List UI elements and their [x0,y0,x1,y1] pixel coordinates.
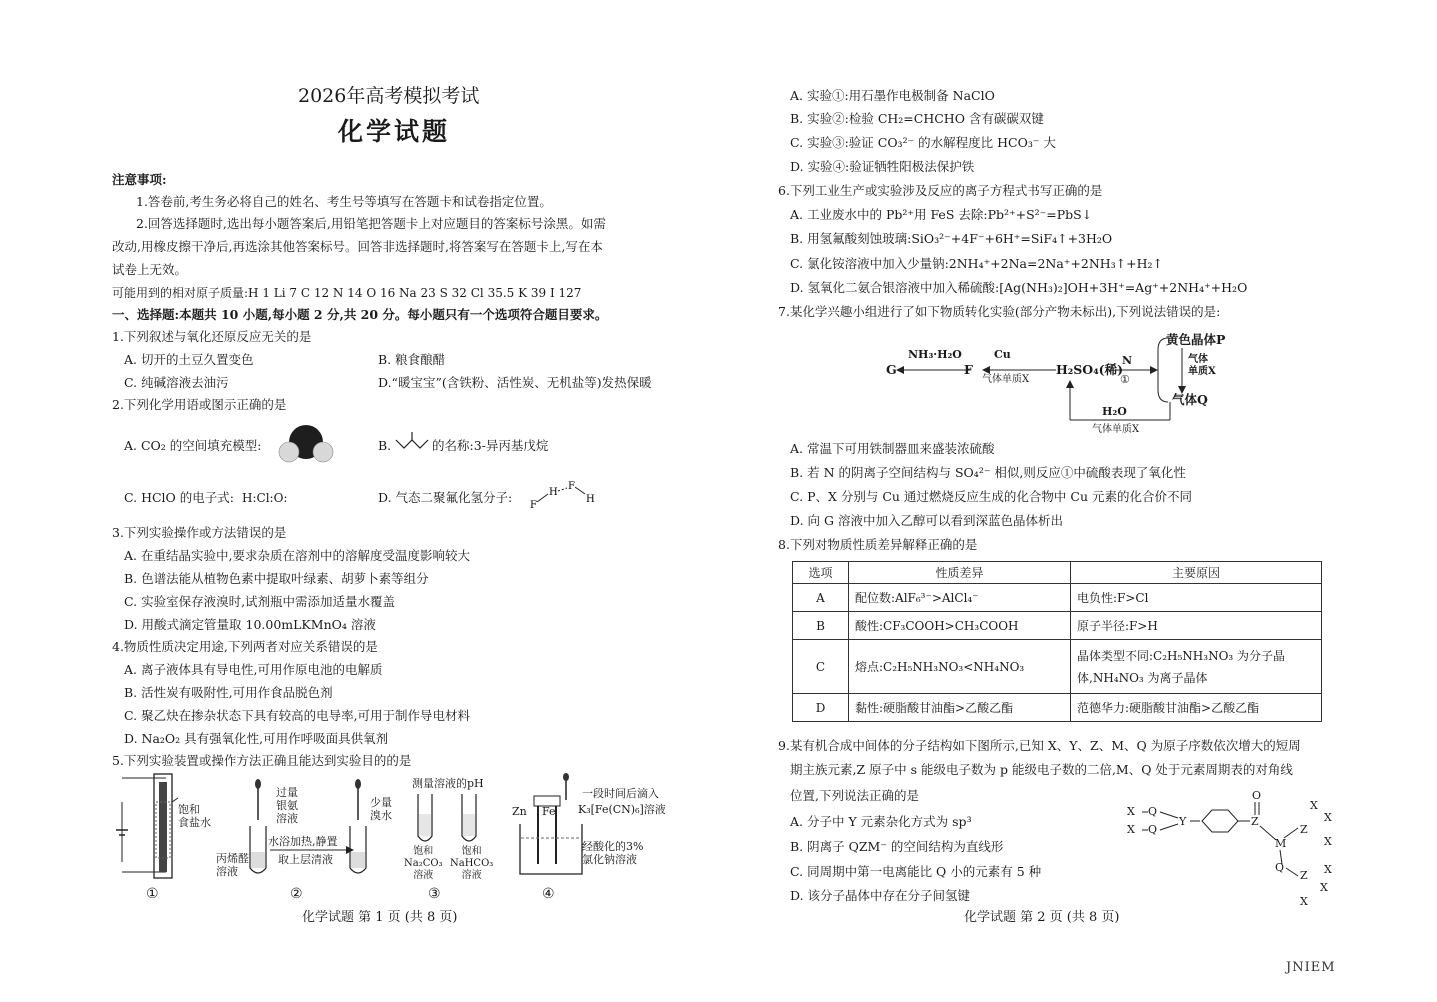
page-footer-2: 化学试题 第 2 页 (共 8 页) [964,910,1120,925]
molecule-atom-z: Z [1300,823,1308,836]
table-cell: 原子半径:F>H [1071,612,1322,640]
q7-node-h2so4: H₂SO₄(稀) [1056,362,1124,377]
table-header: 选项 [793,562,849,584]
co2-space-filling-model [276,422,336,466]
table-cell: 晶体类型不同:C₂H₅NH₃NO₃ 为分子晶体,NH₄NO₃ 为离子晶体 [1071,640,1322,694]
table-cell: D [793,694,849,722]
q4-option-b: B. 活性炭有吸附性,可用作食品脱色剂 [124,685,333,700]
q3-option-d: D. 用酸式滴定管量取 10.00mLKMnO₄ 溶液 [124,617,376,632]
skeletal-formula-icon [394,430,430,454]
table-cell: 熔点:C₂H₅NH₃NO₃<NH₄NO₃ [849,640,1071,694]
q6-option-a: A. 工业废水中的 Pb²⁺用 FeS 去除:Pb²⁺+S²⁻=PbS↓ [790,207,1093,222]
molecule-atom-x: X [1310,799,1318,812]
right-page [720,0,1437,1002]
q7-reagent-h2o: H₂O [1102,405,1127,418]
notice-2a: 2.回答选择题时,选出每小题答案后,用铅笔把答题卡上对应题目的答案标号涂黑。如需 [136,216,606,231]
molecule-atom-q: Q [1148,805,1158,818]
q7-stem: 7.某化学兴趣小组进行了如下物质转化实验(部分产物未标出),下列说法错误的是: [778,304,1221,319]
table-row [793,694,1322,722]
q5-option-d: D. 实验④:验证牺牲阳极法保护铁 [790,159,975,174]
q2-option-b-prefix: B. [378,438,392,453]
notice-heading: 注意事项: [112,172,167,187]
table-header: 性质差异 [849,562,1071,584]
q4-stem: 4.物质性质决定用途,下列两者对应关系错误的是 [112,639,378,654]
figure-number-1: ① [146,886,159,902]
q7-reagent-cu: Cu [994,348,1011,361]
q4-option-d: D. Na₂O₂ 具有强氧化性,可用作呼吸面具供氧剂 [124,731,389,746]
hf-dimer-structure [528,480,598,512]
table-cell: C [793,640,849,694]
molecule-atom-q: Q [1275,861,1285,874]
svg-text:F: F [568,481,575,492]
q9-stem-2: 期主族元素,Z 原子中 s 能级电子数为 p 能级电子数的二倍,M、Q 处于元素周期表的对角线 [790,762,1293,777]
apparatus-2-reagent2: 少量 溴水 [370,796,392,822]
q7-reagent-n: N [1122,354,1133,367]
q5-stem: 5.下列实验装置或操作方法正确且能达到实验目的的是 [112,753,412,768]
q1-option-c: C. 纯碱溶液去油污 [124,375,229,390]
molecule-atom-o: O [1252,789,1262,802]
molecule-atom-y: Y [1179,815,1187,828]
apparatus-4-note: 一段时间后滴入 [582,787,659,800]
q5-option-a: A. 实验①:用石墨作电极制备 NaClO [790,88,995,103]
notice-1: 1.答卷前,考生务必将自己的姓名、考生号等填写在答题卡和试卷指定位置。 [136,194,552,209]
apparatus-3-right-label: 饱和 NaHCO₃ 溶液 [450,846,494,881]
table-row [793,584,1322,612]
q6-option-d: D. 氢氧化二氨合银溶液中加入稀硫酸:[Ag(NH₃)₂]OH+3H⁺=Ag⁺+2NH₄⁺+H₂O [790,280,1248,295]
q3-option-c: C. 实验室保存液溴时,试剂瓶中需添加适量水覆盖 [124,594,396,609]
q7-node-p: 黄色晶体P [1166,332,1226,347]
molecule-atom-x: X [1320,881,1328,894]
apparatus-3-test-tubes [410,790,490,850]
table-cell: B [793,612,849,640]
notice-2c: 试卷上无效。 [112,262,188,277]
svg-text:H: H [586,494,595,505]
table-cell: 电负性:F>Cl [1071,584,1322,612]
q1-option-d: D.“暖宝宝”(含铁粉、活性炭、无机盐等)发热保暖 [378,375,652,390]
table-cell: A [793,584,849,612]
q5-option-c: C. 实验③:验证 CO₃²⁻ 的水解程度比 HCO₃⁻ 大 [790,135,1056,150]
q7-node-g: G [886,362,897,377]
apparatus-3-left-label: 饱和 Na₂CO₃ 溶液 [404,846,443,881]
figure-number-3: ③ [428,886,441,902]
q4-option-a: A. 离子液体具有导电性,可用作原电池的电解质 [124,662,383,677]
molecule-atom-m: M [1275,837,1287,850]
svg-text:H: H [549,487,558,498]
q7-option-b: B. 若 N 的阴离子空间结构与 SO₄²⁻ 相似,则反应①中硫酸表现了氧化性 [790,465,1186,480]
q3-option-a: A. 在重结晶实验中,要求杂质在溶剂中的溶解度受温度影响较大 [124,548,470,563]
q7-reaction-1: ① [1120,373,1130,386]
table-cell: 范德华力:硬脂酸甘油酯>乙酸乙酯 [1071,694,1322,722]
apparatus-2-reagent: 过量 银氨 溶液 [276,786,298,825]
q5-option-b: B. 实验②:检验 CH₂=CHCHO 含有碳碳双键 [790,111,1044,126]
figure-number-4: ④ [542,886,555,902]
q7-reagent-nh3: NH₃·H₂O [908,348,962,361]
molecule-atom-z: Z [1251,815,1259,828]
q8-stem: 8.下列对物质性质差异解释正确的是 [778,537,978,552]
q3-stem: 3.下列实验操作或方法错误的是 [112,525,287,540]
section-heading: 一、选择题:本题共 10 小题,每小题 2 分,共 20 分。每小题只有一个选项符合题目要求。 [112,307,608,322]
apparatus-1-solution-label: 饱和 食盐水 [178,803,211,829]
page-footer-1: 化学试题 第 1 页 (共 8 页) [302,910,458,925]
table-row [793,640,1322,694]
apparatus-4-reagent: K₃[Fe(CN)₆]溶液 [578,803,666,816]
apparatus-4-solution: 经酸化的3% 氯化钠溶液 [582,840,644,866]
molecule-atom-z: Z [1300,869,1308,882]
table-header: 主要原因 [1071,562,1322,584]
molecule-atom-x: X [1324,863,1332,876]
q2-option-d: D. 气态二聚氟化氢分子: [378,490,513,505]
q1-option-a: A. 切开的土豆久置变色 [124,352,254,367]
apparatus-2-flask-label: 丙烯醛 溶液 [216,852,249,878]
table-cell: 酸性:CF₃COOH>CH₃COOH [849,612,1071,640]
q1-stem: 1.下列叙述与氧化还原反应无关的是 [112,329,312,344]
q2-option-c: C. HClO 的电子式: [124,490,234,505]
watermark-text: JNIEM [1286,960,1336,975]
table-row [793,612,1322,640]
q2-option-b: 的名称:3-异丙基戊烷 [432,438,549,453]
subject-title: 化学试题 [338,117,451,146]
q9-stem-3: 位置,下列说法正确的是 [790,788,919,803]
figure-number-2: ② [290,886,303,902]
q2-option-a: A. CO₂ 的空间填充模型: [124,438,262,453]
molecule-atom-x: X [1324,835,1332,848]
q4-option-c: C. 聚乙炔在掺杂状态下具有较高的电导率,可用于制作导电材料 [124,708,471,723]
table-cell: 黏性:硬脂酸甘油酯>乙酸乙酯 [849,694,1071,722]
q6-option-c: C. 氯化铵溶液中加入少量钠:2NH₄⁺+2Na=2Na⁺+2NH₃↑+H₂↑ [790,256,1164,271]
q7-reagent-gas-x-2: 单质X [1188,366,1216,377]
q9-stem-1: 9.某有机合成中间体的分子结构如下图所示,已知 X、Y、Z、M、Q 为原子序数依次增大的短周 [778,738,1301,753]
q7-option-d: D. 向 G 溶液中加入乙醇可以看到深蓝色晶体析出 [790,513,1063,528]
table-cell: 配位数:AlF₆³⁻>AlCl₄⁻ [849,584,1071,612]
molecule-atom-x: X [1300,895,1308,908]
q1-option-b: B. 粮食酿醋 [378,352,446,367]
notice-2b: 改动,用橡皮擦干净后,再选涂其他答案标号。回答非选择题时,将答案写在答题卡上,写在本 [112,239,603,254]
q7-reagent-gas-x-1: 气体单质X [982,374,1030,385]
q2-stem: 2.下列化学用语或图示正确的是 [112,397,287,412]
molecule-atom-x: X [1127,823,1135,836]
q9-option-c: C. 同周期中第一电离能比 Q 小的元素有 5 种 [790,864,1042,879]
q7-option-a: A. 常温下可用铁制器皿来盛装浓硫酸 [790,441,995,456]
hclo-electron-formula: H:Cl:O: [242,491,288,505]
q7-node-f: F [964,362,973,377]
apparatus-3-title: 测量溶液的pH [412,777,484,790]
molecule-atom-q: Q [1148,823,1158,836]
q7-reagent-gas-x-3: 气体单质X [1092,424,1140,435]
q3-option-b: B. 色谱法能从植物色素中提取叶绿素、胡萝卜素等组分 [124,571,429,586]
q7-reagent-gas: 气体 [1188,354,1208,365]
apparatus-2-step2: 取上层清液 [278,853,333,866]
q9-option-b: B. 阴离子 QZM⁻ 的空间结构为直线形 [790,839,1004,854]
exam-title: 2026年高考模拟考试 [298,85,480,107]
apparatus-4-fe: Fe [542,805,556,818]
molecule-atom-x: X [1127,805,1135,818]
apparatus-4-zn: Zn [512,805,527,818]
q7-node-q: 气体Q [1172,392,1208,407]
q6-stem: 6.下列工业生产或实验涉及反应的离子方程式书写正确的是 [778,183,1103,198]
molecule-atom-x: X [1324,811,1332,824]
svg-text:F: F [530,500,537,511]
q8-table [792,561,1322,722]
q9-option-a: A. 分子中 Y 元素杂化方式为 sp³ [790,814,972,829]
atomic-mass: 可能用到的相对原子质量:H 1 Li 7 C 12 N 14 O 16 Na 23 S 32 Cl 35.5 K 39 I 127 [112,286,582,300]
q9-option-d: D. 该分子晶体中存在分子间氢键 [790,888,971,903]
q7-option-c: C. P、X 分别与 Cu 通过燃烧反应生成的化合物中 Cu 元素的化合价不同 [790,489,1192,504]
table-header-row [793,562,1322,584]
apparatus-2-step: 水浴加热,静置 [268,835,338,848]
q6-option-b: B. 用氢氟酸刻蚀玻璃:SiO₃²⁻+4F⁻+6H⁺=SiF₄↑+3H₂O [790,231,1113,246]
